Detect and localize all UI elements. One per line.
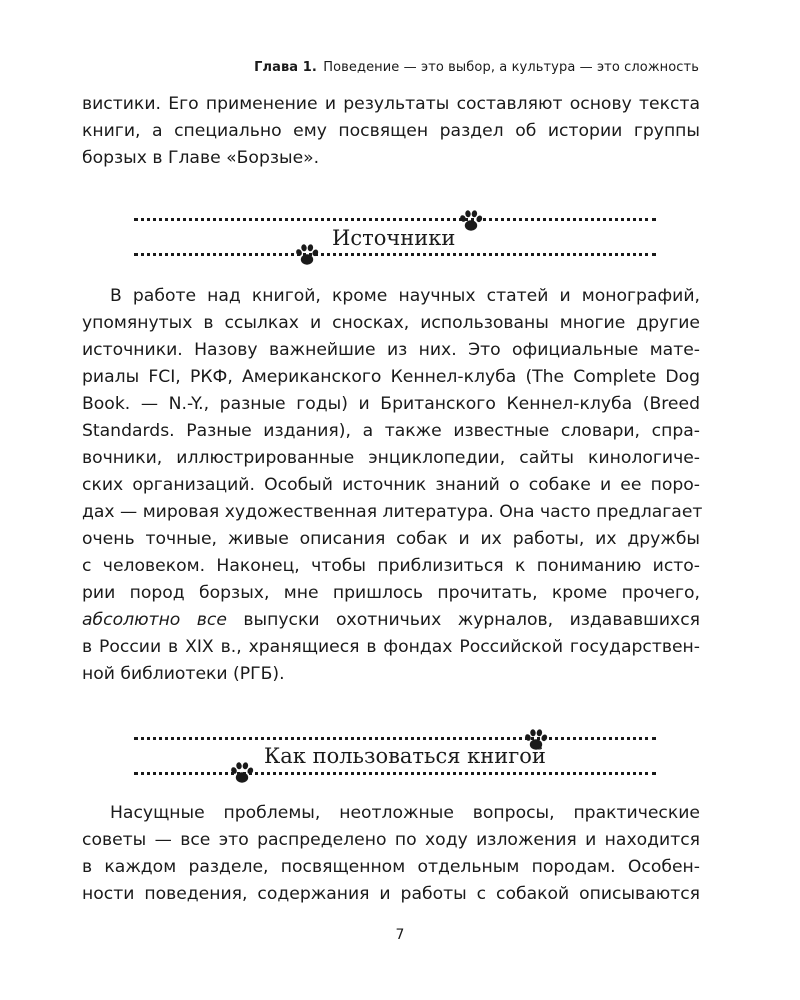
section-heading: Как пользоваться книгой [264,744,546,768]
text-line: советы — все это распределено по ходу изложения и находится [82,830,700,850]
text-line: упомянутых в ссылках и сносках, использованы многие другие [82,313,700,333]
text-line: Насущные проблемы, неотложные вопросы, практические [110,803,700,823]
dotted-rule [134,737,656,740]
text-line: ности поведения, содержания и работы с собакой описываются [82,884,700,904]
text-line: риалы FCI, РКФ, Американского Кеннел-клуба (The Complete Dog [82,367,700,387]
text-line: В работе над книгой, кроме научных статей и монографий, [110,286,700,306]
dotted-rule [134,772,656,775]
text-line: книги, а специально ему посвящен раздел об истории группы [82,121,700,141]
text-line: Book. — N.-Y., разные годы) и Британского Кеннел-клуба (Breed [82,394,700,414]
chapter-title: Поведение — это выбор, а культура — это сложность [323,60,699,75]
text-line: вочники, иллюстрированные энциклопедии, сайты кинологиче- [82,448,700,468]
italic-emphasis: абсолютно все [82,610,227,630]
section-heading: Источники [332,226,456,250]
text-line: очень точные, живые описания собак и их работы, их дружбы [82,529,700,549]
paw-print-icon [229,760,255,786]
dotted-rule [134,253,656,256]
text-line [82,607,700,634]
page-number: 7 [395,927,405,943]
paw-print-icon [458,208,484,234]
text-line: ских организаций. Особый источник знаний о собаке и ее поро- [82,475,700,495]
paw-print-icon [294,242,320,268]
text-line: рии пород борзых, мне пришлось прочитать, кроме прочего, [82,583,700,603]
text-span: выпуски охотничьих журналов, издававшихся [226,610,700,630]
text-line: в каждом разделе, посвященном отдельным породам. Особен- [82,857,700,877]
running-head [254,60,699,75]
text-line: в России в XIX в., хранящиеся в фондах Российской государствен- [82,637,700,657]
text-line: борзых в Главе «Борзые». [82,148,320,168]
text-line: вистики. Его применение и результаты составляют основу текста [82,94,700,114]
text-line: с человеком. Наконец, чтобы приблизиться к пониманию исто- [82,556,700,576]
dotted-rule [134,218,656,221]
text-line: дах — мировая художественная литература. Она часто предлагает [82,502,703,522]
chapter-label: Глава 1. [254,60,317,75]
text-line: ной библиотеки (РГБ). [82,664,285,684]
text-line: источники. Назову важнейшие из них. Это официальные мате- [82,340,700,360]
text-line: Standards. Разные издания), а также известные словари, спра- [82,421,700,441]
